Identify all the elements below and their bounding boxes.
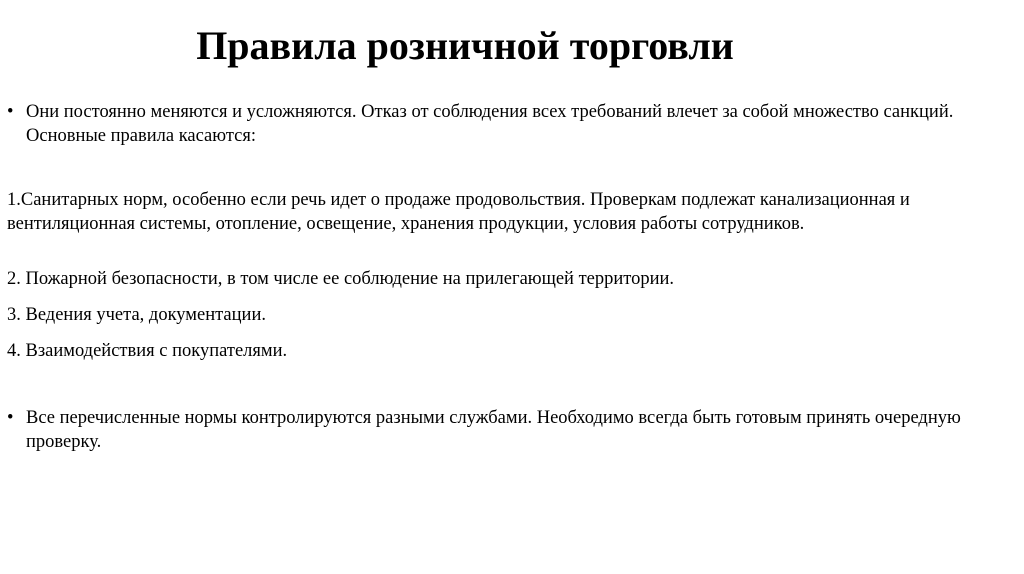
conclusion-text: Все перечисленные нормы контролируются разными службами. Необходимо всегда быть готовым принять очередную проверку. xyxy=(26,408,961,452)
bullet-icon: • xyxy=(7,408,14,428)
bullet-icon: • xyxy=(7,102,14,122)
intro-bullet xyxy=(7,100,1012,148)
rule-item-accounting: 3. Ведения учета, документации. xyxy=(7,305,266,325)
rule-item-fire-safety: 2. Пожарной безопасности, в том числе ее соблюдение на прилегающей территории. xyxy=(7,269,675,289)
rule-item-customers: 4. Взаимодействия с покупателями. xyxy=(7,341,288,361)
rule-item-sanitary: 1.Санитарных норм, особенно если речь идет о продаже продовольствия. Проверкам подлежат канализационная и вентиляционная системы, отопление, освещение, хранения продукции, условия работы сотрудников. xyxy=(7,190,910,234)
slide-title: Правила розничной торговли xyxy=(196,23,734,68)
conclusion-bullet xyxy=(7,406,1012,454)
intro-text: Они постоянно меняются и усложняются. Отказ от соблюдения всех требований влечет за собой множество санкций. Основные правила касаются: xyxy=(26,102,954,146)
